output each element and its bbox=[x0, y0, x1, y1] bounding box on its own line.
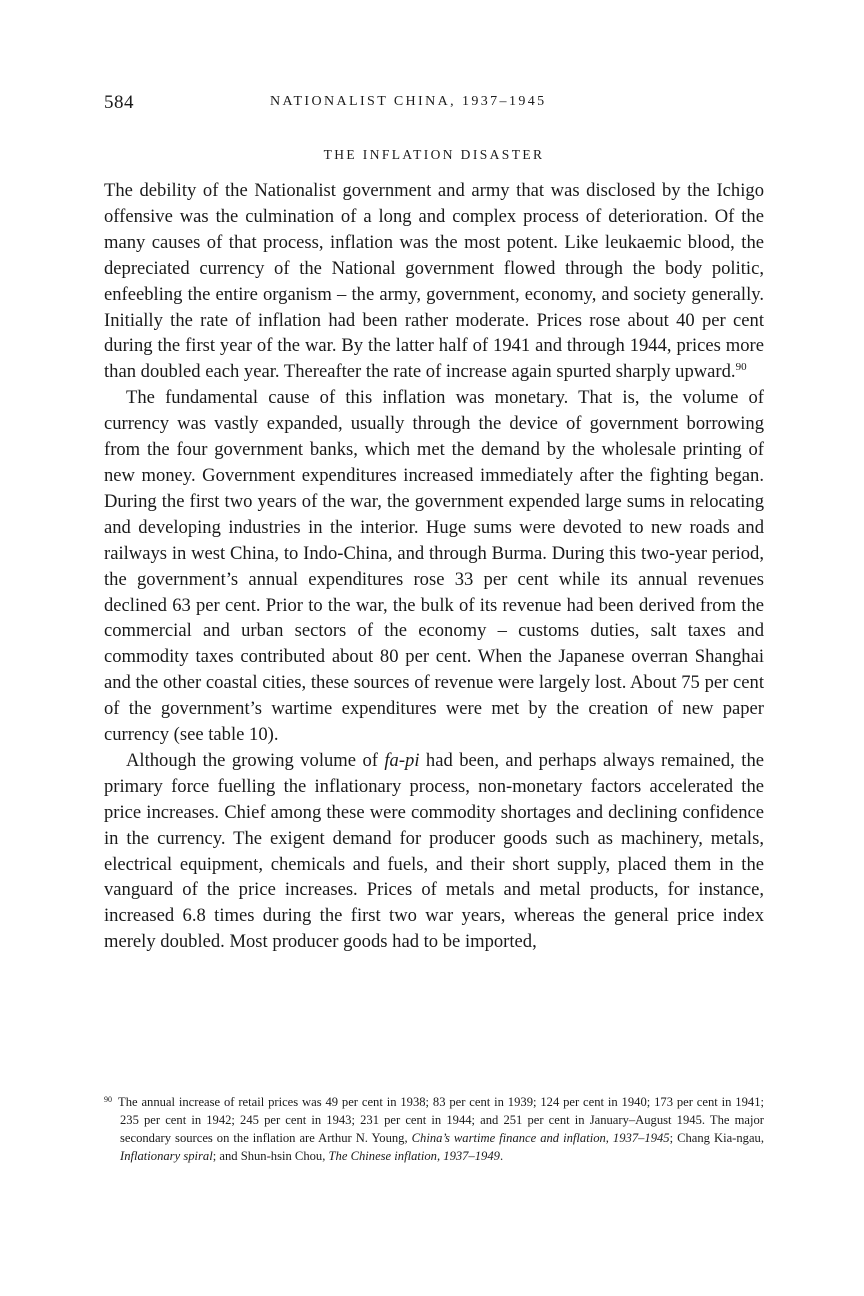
running-title: NATIONALIST CHINA, 1937–1945 bbox=[270, 94, 547, 109]
body-text bbox=[104, 178, 764, 955]
footnote-text-c: ; and Shun-hsin Chou, bbox=[212, 1149, 329, 1164]
footnote-title-young: China’s wartime finance and inflation, 1937–1945 bbox=[411, 1131, 670, 1146]
footnote-text-a: The annual increase of retail prices was 49 per cent in 1938; 83 per cent in 1939; 124 per cent in 1940; 173 per cent in 1941; 235 per cent in 1942; 245 per cent in 1943; 231 per cent in 1944; and 251 per cent in January–August 1945. The major secondary sources on the inflation are Arthur N. Young, bbox=[118, 1095, 764, 1146]
paragraph-3 bbox=[104, 748, 764, 955]
paragraph-2: The fundamental cause of this inflation was monetary. That is, the volume of currency was vastly expanded, usually through the device of government borrowing from the four government banks, which met the demand by the wholesale printing of new money. Government expenditures increased immediately after the fighting began. During the first two years of the war, the government expended large sums in relocating and developing industries in the interior. Huge sums were devoted to new roads and railways in west China, to Indo-China, and through Burma. During this two-year period, the government’s annual expenditures rose 33 per cent while its annual revenues declined 63 per cent. Prior to the war, the bulk of its revenue had been derived from the commercial and urban sectors of the economy – customs duties, salt taxes and commodity taxes contributed about 80 per cent. When the Japanese overran Shanghai and the other coastal cities, these sources of revenue were largely lost. About 75 per cent of the government’s wartime expenditures were met by the creation of new paper currency (see table 10). bbox=[104, 387, 764, 746]
footnote-title-chang: Inflationary spiral bbox=[120, 1149, 213, 1164]
footnote-90 bbox=[104, 1093, 764, 1165]
running-head bbox=[104, 92, 764, 116]
footnote-ref-90[interactable]: 90 bbox=[735, 361, 747, 374]
footnote-number: 90 bbox=[104, 1095, 112, 1104]
footnote-text-b: ; Chang Kia-ngau, bbox=[669, 1131, 764, 1146]
footnote-text-d: . bbox=[499, 1149, 504, 1164]
paragraph-3-after: had been, and perhaps always remained, the primary force fuelling the inflationary process, non-monetary factors accelerated the price increases. Chief among these were commodity shortages and declining confidence in the currency. The exigent demand for producer goods such as machinery, metals, electrical equipment, chemicals and fuels, and their short supply, placed them in the vanguard of the price increases. Prices of metals and metal products, for instance, increased 6.8 times during the first two war years, whereas the general price index merely doubled. Most producer goods had to be imported, bbox=[104, 749, 764, 953]
section-title: THE INFLATION DISASTER bbox=[323, 147, 545, 162]
page-number: 584 bbox=[104, 92, 134, 113]
footnote-title-chou: The Chinese inflation, 1937–1949 bbox=[328, 1149, 500, 1164]
fa-pi-term: fa-pi bbox=[384, 749, 420, 771]
paragraph-1 bbox=[104, 178, 764, 385]
paragraph-1-text: The debility of the Nationalist government and army that was disclosed by the Ichigo offensive was the culmination of a long and complex process of deterioration. Of the many causes of that process, inflation was the most potent. Like leukaemic blood, the depreciated currency of the National government flowed through the body politic, enfeebling the entire organism – the army, government, economy, and society generally. Initially the rate of inflation had been rather moderate. Prices rose about 40 per cent during the first year of the war. By the latter half of 1941 and through 1944, prices more than doubled each year. Thereafter the rate of increase again spurted sharply upward. bbox=[104, 180, 764, 383]
paragraph-3-before: Although the growing volume of bbox=[126, 749, 385, 771]
